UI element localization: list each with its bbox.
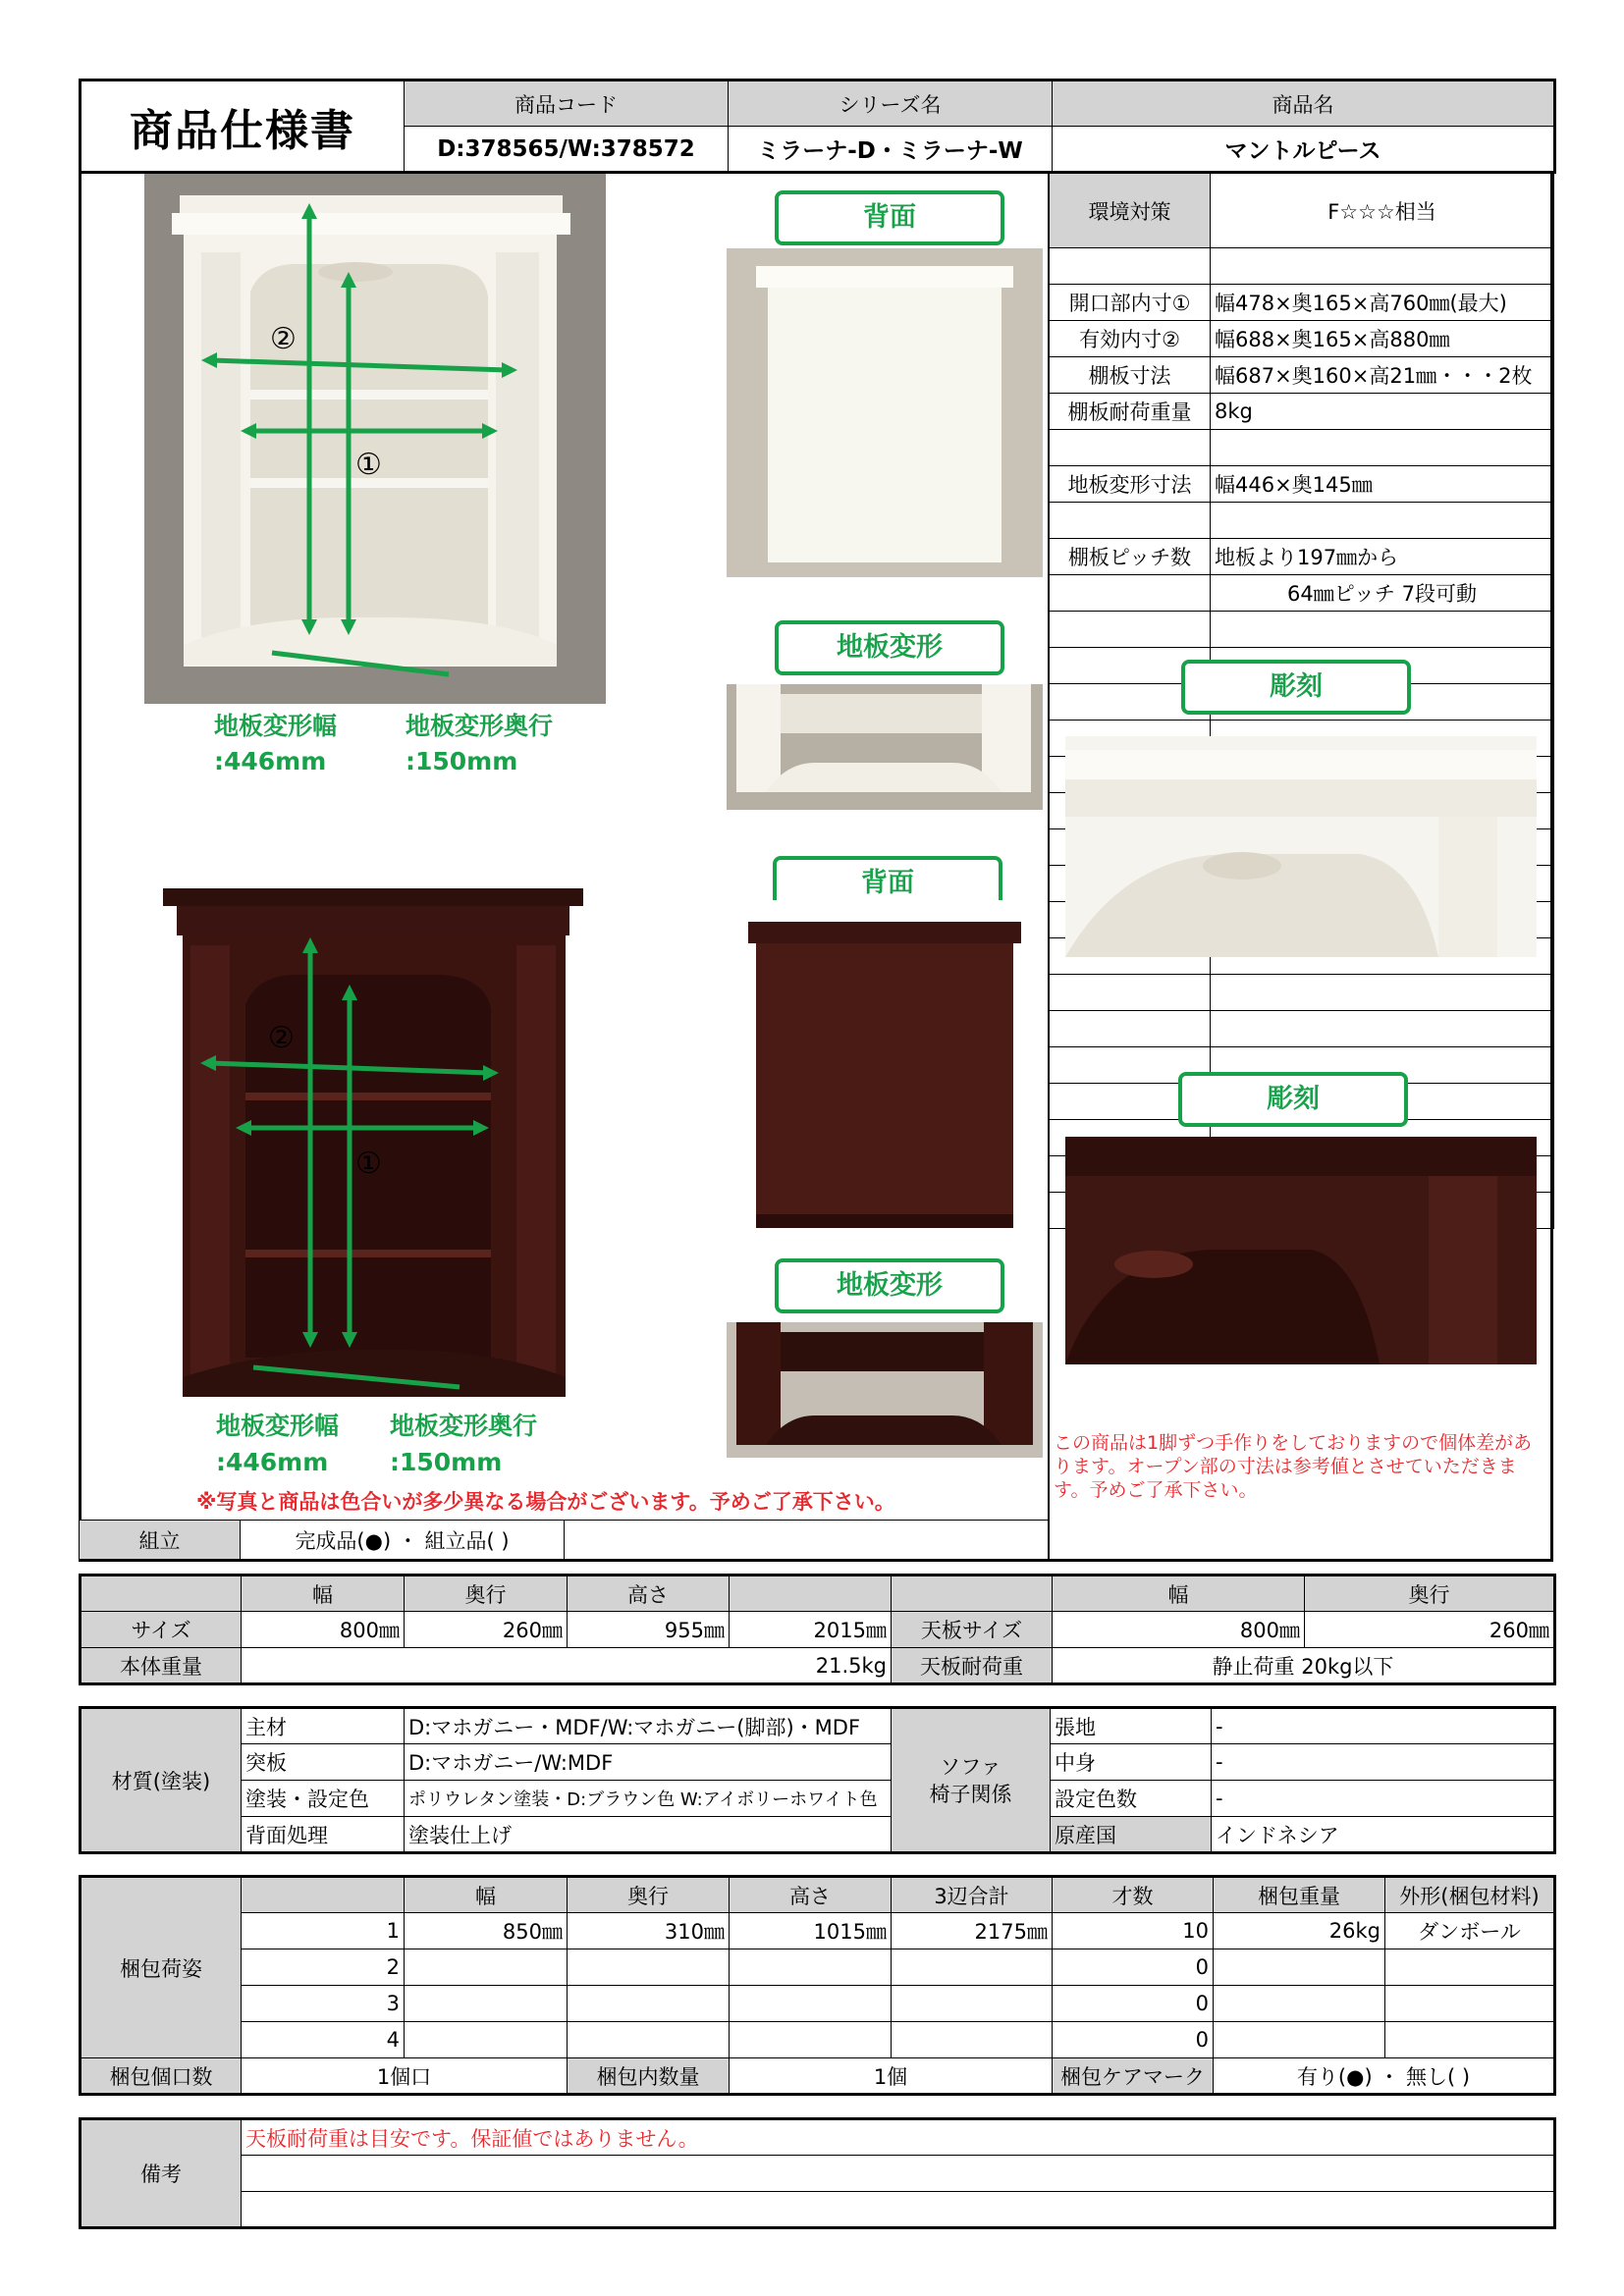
- sofa-label-2: 椅子関係: [929, 1782, 1012, 1806]
- packing-row-height: [730, 1986, 892, 2022]
- packing-row-material: [1385, 2022, 1555, 2058]
- packing-header: 才数: [1053, 1877, 1214, 1913]
- packing-count-value: 1個口: [242, 2058, 568, 2095]
- material-row-value: D:マホガニー・MDF/W:マホガニー(脚部)・MDF: [405, 1708, 892, 1744]
- brown-marker-2: ②: [268, 1021, 295, 1055]
- spec-label: 棚板耐荷重量: [1050, 394, 1211, 430]
- top-load-value: 静止荷重 20kg以下: [1053, 1648, 1555, 1684]
- packing-row-weight: [1214, 1986, 1385, 2022]
- packing-row-no: 1: [242, 1913, 405, 1949]
- remarks-table: [79, 2117, 1556, 2229]
- spec-value: [1211, 248, 1554, 285]
- packing-row-width: [405, 1986, 568, 2022]
- packing-row: [81, 2022, 1555, 2058]
- brown-back-label: 背面: [773, 856, 1002, 911]
- sofa-row-value: インドネシア: [1212, 1817, 1555, 1853]
- spec-value: 幅687×奥160×高21㎜・・・2枚: [1211, 357, 1554, 394]
- remarks-label: 備考: [81, 2119, 242, 2228]
- packing-row-sai: 10: [1053, 1913, 1214, 1949]
- size-width-value: 800㎜: [242, 1612, 405, 1648]
- series-name-label: シリーズ名: [729, 80, 1053, 127]
- packing-row-sum: [892, 1949, 1053, 1986]
- white-marker-1: ①: [355, 448, 382, 482]
- care-mark-label: 梱包ケアマーク: [1053, 2058, 1214, 2095]
- packing-row-no: 3: [242, 1986, 405, 2022]
- body-weight-label: 本体重量: [81, 1648, 242, 1684]
- top-depth-value: 260㎜: [1305, 1612, 1555, 1648]
- product-code-label: 商品コード: [405, 80, 729, 127]
- brown-floor-width-value: :446mm: [216, 1448, 329, 1476]
- packing-header: 外形(梱包材料): [1385, 1877, 1555, 1913]
- packing-row: [81, 1986, 1555, 2022]
- packing-group-label: 梱包荷姿: [81, 1877, 242, 2058]
- material-row-label: 塗装・設定色: [242, 1781, 405, 1817]
- size-depth-value: 260㎜: [405, 1612, 568, 1648]
- remarks-line: [242, 2156, 1555, 2192]
- document-title: 商品仕様書: [81, 80, 405, 173]
- brown-floor-width-label: 地板変形幅: [216, 1412, 340, 1440]
- brown-floor-label: 地板変形: [775, 1258, 1004, 1313]
- top-header-depth: 奥行: [1305, 1575, 1555, 1612]
- spec-value: 64㎜ピッチ 7段可動: [1211, 575, 1554, 612]
- brown-floor-depth-value: :150mm: [390, 1448, 503, 1476]
- packing-header: 奥行: [568, 1877, 730, 1913]
- packing-header: 梱包重量: [1214, 1877, 1385, 1913]
- sofa-row-label: 原産国: [1051, 1817, 1212, 1853]
- brown-marker-1: ①: [355, 1147, 382, 1181]
- material-row-label: 背面処理: [242, 1817, 405, 1853]
- white-marker-2: ②: [270, 322, 297, 356]
- packing-row-weight: 26kg: [1214, 1913, 1385, 1949]
- sofa-row-label: 張地: [1051, 1708, 1212, 1744]
- packing-header: 高さ: [730, 1877, 892, 1913]
- packing-row-sum: [892, 2022, 1053, 2058]
- packing-header: 幅: [405, 1877, 568, 1913]
- white-floor-width-value: :446mm: [214, 747, 327, 775]
- sofa-label-1: ソファ: [940, 1754, 1001, 1779]
- material-row-value: 塗装仕上げ: [405, 1817, 892, 1853]
- packing-row-weight: [1214, 2022, 1385, 2058]
- sofa-row-value: -: [1212, 1781, 1555, 1817]
- spec-value: F☆☆☆相当: [1211, 174, 1554, 248]
- packing-row-depth: [568, 1986, 730, 2022]
- spec-label: 有効内寸②: [1050, 321, 1211, 357]
- packing-row-material: [1385, 1986, 1555, 2022]
- packing-row-depth: [568, 1949, 730, 1986]
- spec-label: [1050, 503, 1211, 539]
- white-carving-label: 彫刻: [1181, 660, 1411, 715]
- header-table: [79, 79, 1556, 174]
- sofa-row-value: -: [1212, 1708, 1555, 1744]
- size-extra-value: 2015㎜: [730, 1612, 892, 1648]
- material-group-label: 材質(塗装): [81, 1708, 242, 1853]
- size-header-depth: 奥行: [405, 1575, 568, 1612]
- spec-label: 棚板寸法: [1050, 357, 1211, 394]
- packing-row: [81, 1949, 1555, 1986]
- material-row-label: 主材: [242, 1708, 405, 1744]
- material-row-label: 突板: [242, 1744, 405, 1781]
- assembly-table: [79, 1520, 1050, 1560]
- spec-label: 開口部内寸①: [1050, 285, 1211, 321]
- packing-row-sum: [892, 1986, 1053, 2022]
- spec-label: 地板変形寸法: [1050, 466, 1211, 503]
- product-code-value: D:378565/W:378572: [405, 127, 729, 173]
- spec-value: [1211, 503, 1554, 539]
- assembly-label: 組立: [80, 1521, 241, 1560]
- assembly-value: 完成品(●) ・ 組立品( ): [241, 1521, 565, 1560]
- remarks-line: [242, 2192, 1555, 2228]
- size-label: サイズ: [81, 1612, 242, 1648]
- material-table: [79, 1706, 1556, 1854]
- white-floor-width-label: 地板変形幅: [214, 712, 338, 740]
- white-floor-label: 地板変形: [775, 620, 1004, 675]
- spec-value: 幅446×奥145㎜: [1211, 466, 1554, 503]
- care-mark-value: 有り(●) ・ 無し( ): [1214, 2058, 1555, 2095]
- packing-row-material: [1385, 1949, 1555, 1986]
- handmade-note: この商品は1脚ずつ手作りをしておりますので個体差があります。オープン部の寸法は参考値とさせていただきます。予めご了承下さい。: [1054, 1432, 1533, 1501]
- brown-floor-photo: [727, 1322, 1043, 1458]
- spec-value: 地板より197㎜から: [1211, 539, 1554, 575]
- top-header-width: 幅: [1053, 1575, 1305, 1612]
- size-header-width: 幅: [242, 1575, 405, 1612]
- brown-back-photo: [727, 900, 1043, 1244]
- white-measure-arrows: [144, 174, 606, 704]
- color-difference-note: ※写真と商品は色合いが多少異なる場合がございます。予めご了承下さい。: [196, 1490, 895, 1514]
- packing-table: [79, 1875, 1556, 2096]
- packing-row-height: [730, 1949, 892, 1986]
- brown-floor-depth-label: 地板変形奥行: [390, 1412, 538, 1440]
- packing-row: [81, 1913, 1555, 1949]
- size-height-value: 955㎜: [568, 1612, 730, 1648]
- spec-value: 8kg: [1211, 394, 1554, 430]
- packing-row-sai: 0: [1053, 1949, 1214, 1986]
- packing-row-no: 2: [242, 1949, 405, 1986]
- spec-label: 環境対策: [1050, 174, 1211, 248]
- brown-carving-label: 彫刻: [1178, 1072, 1408, 1127]
- packing-row-width: 850㎜: [405, 1913, 568, 1949]
- white-back-photo: [727, 248, 1043, 577]
- material-row-value: ポリウレタン塗装・D:ブラウン色 W:アイボリーホワイト色: [405, 1781, 892, 1817]
- product-name-value: マントルピース: [1053, 127, 1555, 173]
- spec-value: [1211, 430, 1554, 466]
- white-floor-depth-value: :150mm: [406, 747, 518, 775]
- sofa-row-label: 設定色数: [1051, 1781, 1212, 1817]
- packing-inner-value: 1個: [730, 2058, 1053, 2095]
- spec-value: 幅688×奥165×高880㎜: [1211, 321, 1554, 357]
- packing-row-depth: 310㎜: [568, 1913, 730, 1949]
- white-floor-depth-label: 地板変形奥行: [406, 712, 554, 740]
- packing-row-height: [730, 2022, 892, 2058]
- packing-row-sai: 0: [1053, 1986, 1214, 2022]
- packing-row-width: [405, 1949, 568, 1986]
- packing-row-depth: [568, 2022, 730, 2058]
- top-width-value: 800㎜: [1053, 1612, 1305, 1648]
- remarks-line: 天板耐荷重は目安です。保証値ではありません。: [242, 2119, 1555, 2156]
- packing-row-sai: 0: [1053, 2022, 1214, 2058]
- size-table: [79, 1574, 1556, 1685]
- sofa-row-value: -: [1212, 1744, 1555, 1781]
- spec-label: [1050, 575, 1211, 612]
- white-back-label: 背面: [775, 190, 1004, 245]
- brown-carving-photo: [1065, 1137, 1537, 1364]
- packing-count-label: 梱包個口数: [81, 2058, 242, 2095]
- sofa-row-label: 中身: [1051, 1744, 1212, 1781]
- packing-row-material: ダンボール: [1385, 1913, 1555, 1949]
- packing-row-weight: [1214, 1949, 1385, 1986]
- top-load-label: 天板耐荷重: [892, 1648, 1053, 1684]
- packing-row-height: 1015㎜: [730, 1913, 892, 1949]
- spec-label: [1050, 248, 1211, 285]
- top-size-label: 天板サイズ: [892, 1612, 1053, 1648]
- body-weight-value: 21.5kg: [242, 1648, 892, 1684]
- white-carving-photo: [1065, 736, 1537, 957]
- size-header-height: 高さ: [568, 1575, 730, 1612]
- packing-row-sum: 2175㎜: [892, 1913, 1053, 1949]
- product-name-label: 商品名: [1053, 80, 1555, 127]
- packing-inner-label: 梱包内数量: [568, 2058, 730, 2095]
- packing-row-width: [405, 2022, 568, 2058]
- packing-header: 3辺合計: [892, 1877, 1053, 1913]
- white-floor-photo: [727, 684, 1043, 810]
- spec-label: 棚板ピッチ数: [1050, 539, 1211, 575]
- material-row-value: D:マホガニー/W:MDF: [405, 1744, 892, 1781]
- series-name-value: ミラーナ-D・ミラーナ-W: [729, 127, 1053, 173]
- packing-row-no: 4: [242, 2022, 405, 2058]
- spec-value: 幅478×奥165×高760㎜(最大): [1211, 285, 1554, 321]
- spec-label: [1050, 430, 1211, 466]
